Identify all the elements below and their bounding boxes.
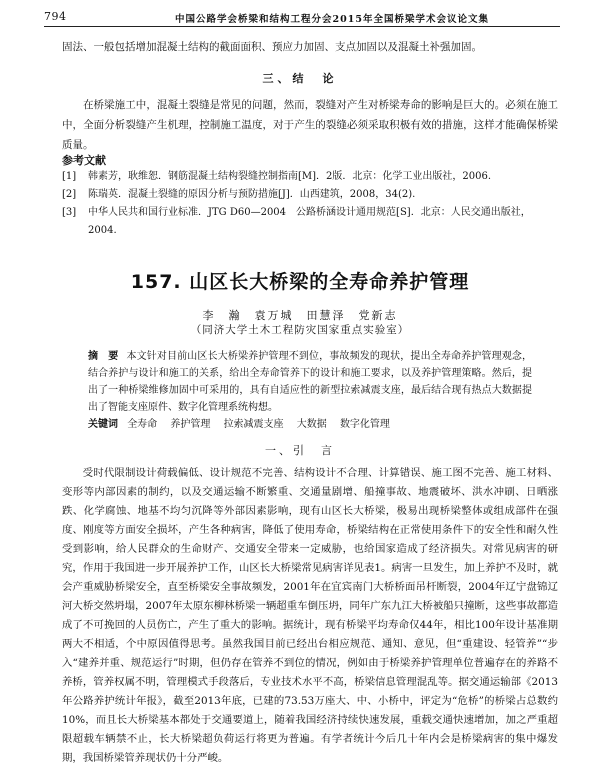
introduction-paragraph: 受时代限制设计荷载偏低、设计规范不完善、结构设计不合理、计算错误、施工图不完善、施工材料、变形等内部因素的制约，以及交通运输不断繁重、交通量剧增、船撞事故、地震破坏、洪水冲刷、日晒涨跌、化学腐蚀、地基不均匀沉降等外部因素影响，现有山区长大桥梁，极易出现桥梁整体或组成部件在强度、刚度等方面安全损坏，产生各种病害，降低了使用寿命，桥梁结构在正常使用条件下的安全性和耐久性受到影响，给人民群众的生命财产、交通安全带来一定威胁，也给国家造成了经济损失。对常见病害的研究，作用于我国进一步开展养护工作，山区长大桥梁常见病害详见表1。病害一旦发生，加上养护不及时，就会产重威胁桥梁安全，直至桥梁安全事故频发，2001年在宜宾南门大桥桥面吊杆断裂，2004年辽宁盘锦辽河大桥交然坍塌，2007年太原东柳林桥梁一辆超重车倒压坍，同年广东九江大桥被船只撞断，这些事故都造成了不可挽回的人员伤亡，产生了重大的影响。据统计，现有桥梁平均寿命仅44年，相比100年设计基准期两大不相适，个中原因值得思考。虽然我国目前已经出台相应规范、通知、意见，但“重建设、轻管养”“步入“建养并重、规范运行”时期，但仍存在管养不到位的情况，例如由于桥梁养护管理单位普遍存在的养路不养桥，管养权属不明，管理模式手段落后，专业技术水平不高，桥梁信息管理混乱等。据交通运输部《2013年公路养护统计年报》，截至2013年底，已建的73.53万座大、中、小桥中，评定为“危桥”的桥梁占总数约10%，而且长大桥梁基本都处于交通要道上，随着我国经济持续快速发展，重载交通快速增加，加之严重超限超载车辆禁不止，长大桥梁超负荷运行将更为普遍。有学者统计今后几十年内会是桥梁病害的集中爆发期，我国桥梁管养现状仍十分严峻。 bbox=[62, 467, 558, 764]
abstract-label: 摘 要 bbox=[88, 351, 119, 362]
conclusion-paragraph: 在桥梁施工中，混凝土裂缝是常见的问题，然而，裂缝对产生对桥梁寿命的影响是巨大的。必须在施工中，全面分析裂缝产生机理，控制施工温度，对于产生的裂缝必须采取积极有效的措施，这样才能确保桥梁质量。 bbox=[62, 99, 558, 151]
keyword: 大数据 bbox=[296, 419, 327, 430]
keyword: 拉索减震支座 bbox=[223, 419, 284, 430]
keywords bbox=[88, 416, 532, 433]
reference-index: [2] bbox=[62, 189, 77, 200]
paper-authors: 李 瀚 袁万城 田慧泽 党新志 bbox=[202, 309, 398, 322]
paper-affiliation: （同济大学土木工程防灾国家重点实验室） bbox=[190, 324, 410, 336]
reference-index: [3] bbox=[62, 207, 77, 218]
references-title: 参考文献 bbox=[62, 154, 106, 167]
reference-text: 韩素芳，耿维恕．钢筋混凝土结构裂缝控制指南[M]．2版．北京：化学工业出版社，2006. bbox=[88, 171, 492, 182]
reference-text: 陈瑞英．混凝土裂缝的原因分析与预防措施[J]．山西建筑，2008，34(2). bbox=[88, 189, 416, 200]
section-heading-introduction: 一、引 言 bbox=[265, 444, 335, 457]
page-header bbox=[44, 8, 560, 27]
keyword: 养护管理 bbox=[170, 419, 211, 430]
reference-item bbox=[62, 186, 540, 204]
section-heading-conclusion: 三、结 论 bbox=[262, 72, 338, 85]
reference-index: [1] bbox=[62, 171, 77, 182]
running-head: 中国公路学会桥梁和结构工程分会2015年全国桥梁学术会议论文集 bbox=[175, 14, 489, 25]
reference-item bbox=[62, 168, 540, 186]
abstract-text: 本文针对目前山区长大桥梁养护管理不到位，事故频发的现状，提出全寿命养护管理观念，结合养护与设计和施工的关系，给出全寿命管养下的设计和施工要求，以及养护管理策略。然后，提出了一种桥梁维修加固中可采用的，具有自适应性的新型拉索减震支座，最后结合现有热点大数据提出了智能支座原件、数字化管理系统构想。 bbox=[88, 351, 533, 413]
reference-item bbox=[62, 204, 540, 240]
previous-paper-closing-paragraph: 固法、一般包括增加混凝土结构的截面面积、预应力加固、支点加固以及混凝土补强加固。 bbox=[62, 41, 482, 53]
page-number: 794 bbox=[44, 10, 67, 23]
keywords-label: 关键词 bbox=[88, 419, 118, 430]
paper-title: 157. 山区长大桥梁的全寿命养护管理 bbox=[130, 271, 470, 293]
keyword: 数字化管理 bbox=[339, 419, 390, 430]
reference-text: 中华人民共和国行业标准．JTG D60—2004 公路桥涵设计通用规范[S]．北京：人民交通出版社，2004. bbox=[88, 207, 531, 236]
abstract bbox=[88, 348, 532, 416]
keyword: 全寿命 bbox=[127, 419, 158, 430]
references-list bbox=[62, 168, 540, 240]
